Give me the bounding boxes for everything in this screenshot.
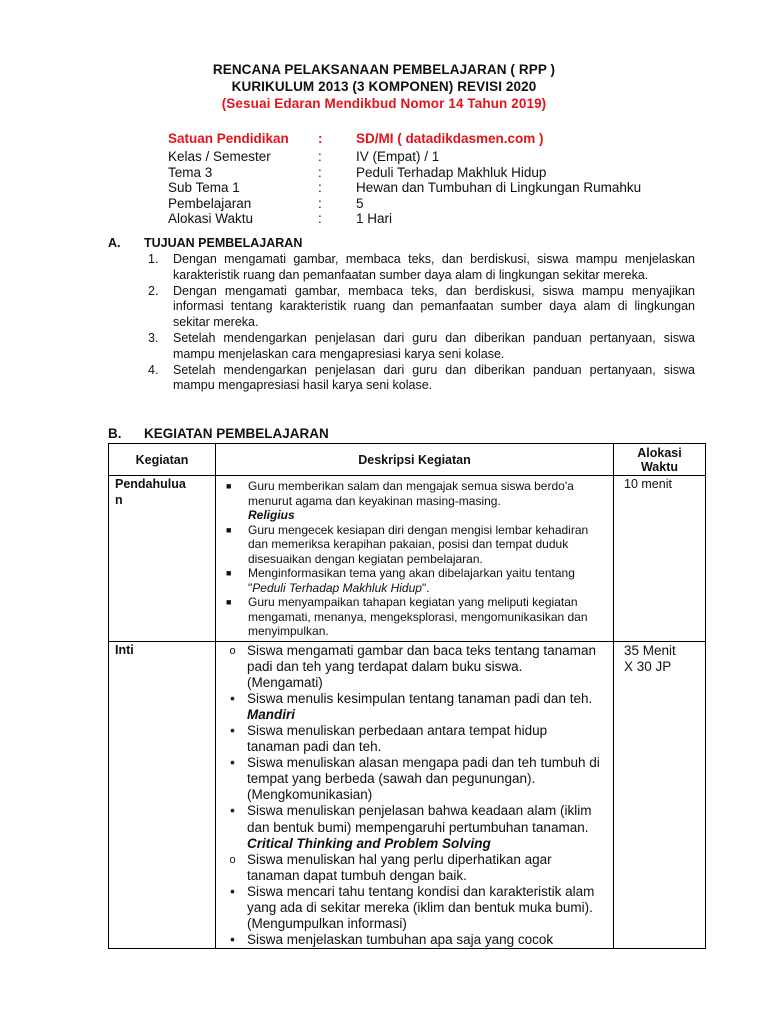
item-text: Siswa menuliskan perbedaan antara tempat hidup tanaman padi dan teh.: [247, 722, 548, 755]
item-text: Guru mengecek kesiapan diri dengan mengisi lembar kehadiran dan memeriksa kerapihan pakaian, posisi dan tempat duduk disesuaikan dengan kegiatan pembelajaran.: [248, 522, 589, 566]
identity-value: Hewan dan Tumbuhan di Lingkungan Rumahku: [356, 180, 642, 195]
identity-colon: :: [318, 180, 322, 195]
list-item: [216, 643, 613, 691]
section-letter: A.: [108, 236, 121, 250]
header-deskripsi: Deskripsi Kegiatan: [216, 444, 614, 476]
dot-bullet-icon: •: [230, 755, 235, 771]
item-text: Siswa mengamati gambar dan baca teks tentang tanaman padi dan teh yang terdapat dalam buku siswa. (Mengamati): [247, 642, 596, 690]
square-bullet-icon: ■: [226, 481, 232, 491]
square-bullet-icon: ■: [226, 568, 232, 578]
row-label-line2: n: [115, 492, 123, 507]
dot-bullet-icon: •: [230, 690, 235, 706]
identity-colon: :: [318, 211, 322, 226]
circle-bullet-icon: o: [229, 853, 236, 866]
table-row-pendahuluan: [109, 476, 706, 642]
identity-key: Alokasi Waktu: [168, 211, 254, 226]
character-tag: Religius: [248, 508, 295, 522]
list-item: [216, 479, 613, 523]
identity-value: SD/MI ( datadikdasmen.com ): [356, 131, 544, 146]
identity-colon: :: [318, 131, 323, 146]
section-b-heading: [108, 426, 329, 441]
identity-key: Sub Tema 1: [168, 180, 240, 195]
row-time-line2: X 30 JP: [624, 659, 672, 674]
identity-colon: :: [318, 195, 322, 211]
header-kegiatan: Kegiatan: [109, 444, 216, 476]
row-description: [216, 476, 614, 642]
identity-value: 1 Hari: [356, 211, 393, 226]
identity-row: [168, 180, 641, 196]
item-number: 2.: [148, 283, 159, 298]
item-text: Dengan mengamati gambar, membaca teks, dan berdiskusi, siswa mampu menyajikan informasi tentang karakteristik ruang dan pemanfaatan sumber daya alam di lingkungan sekitar mereka.: [173, 283, 695, 330]
dot-bullet-icon: •: [230, 883, 235, 899]
header-waktu-line2: Waktu: [640, 459, 679, 474]
section-letter: B.: [108, 426, 122, 441]
identity-value: Peduli Terhadap Makhluk Hidup: [356, 164, 547, 180]
item-text-after: ".: [421, 580, 430, 595]
row-label: [109, 476, 216, 642]
item-text: Menginformasikan tema yang akan dibelajarkan yaitu tentang ": [248, 566, 575, 595]
list-item: [216, 595, 613, 639]
doc-subtitle: KURIKULUM 2013 (3 KOMPONEN) REVISI 2020: [231, 79, 537, 94]
objectives-list: [148, 252, 695, 394]
row-description: [216, 641, 614, 949]
header-waktu: [614, 444, 706, 476]
identity-key: Satuan Pendidikan: [168, 131, 289, 146]
identity-row: [168, 149, 641, 165]
square-bullet-icon: ■: [226, 524, 232, 535]
identity-colon: :: [318, 164, 322, 180]
item-text: Setelah mendengarkan penjelasan dari guru dan diberikan panduan pertanyaan, siswa mampu menjelaskan cara mengapresiasi karya seni kolase.: [173, 330, 695, 361]
identity-key: Tema 3: [168, 164, 213, 180]
list-item: [216, 803, 613, 851]
item-text: Guru memberikan salam dan mengajak semua siswa berdo'a menurut agama dan keyakinan masing-masing.: [248, 479, 574, 508]
theme-italic: Peduli Terhadap Makhluk Hidup: [252, 580, 422, 595]
row-time: 10 menit: [614, 476, 706, 642]
identity-value: IV (Empat) / 1: [356, 149, 440, 164]
pendahuluan-list: [216, 476, 613, 641]
list-item: [148, 284, 695, 331]
character-tag: Mandiri: [247, 706, 296, 722]
row-label: Inti: [109, 641, 216, 949]
circle-bullet-icon: o: [229, 644, 236, 657]
table-header-row: [109, 444, 706, 476]
item-text: Siswa menuliskan alasan mengapa padi dan teh tumbuh di tempat yang berbeda (sawah dan pegunungan). (Mengkomunikasian): [247, 755, 600, 803]
identity-row: [168, 196, 641, 212]
item-text-wrap: [247, 691, 613, 723]
list-item: [148, 363, 695, 395]
identity-row: [168, 165, 641, 181]
doc-title: RENCANA PELAKSANAAN PEMBELAJARAN ( RPP ): [212, 62, 556, 77]
table-row-inti: [109, 641, 706, 949]
identity-key: Kelas / Semester: [168, 149, 271, 164]
item-number: 1.: [148, 252, 159, 266]
item-text: Dengan mengamati gambar, membaca teks, dan berdiskusi, siswa mampu menjelaskan karakteristik ruang dan pemanfaatan sumber daya alam di lingkungan sekitar mereka.: [173, 252, 695, 282]
item-text-wrap: [248, 566, 613, 595]
activities-table: [108, 443, 706, 949]
dot-bullet-icon: •: [230, 932, 235, 948]
item-text: Guru menyampaikan tahapan kegiatan yang meliputi kegiatan mengamati, menanya, mengeksplorasi, mengomunikasikan dan menyimpulkan.: [248, 595, 588, 638]
list-item: [216, 523, 613, 567]
list-item: [216, 691, 613, 723]
list-item: [148, 252, 695, 284]
inti-list: [216, 642, 613, 949]
item-text: Siswa menulis kesimpulan tentang tanaman padi dan teh.: [247, 690, 593, 706]
list-item: [216, 566, 613, 595]
section-title: TUJUAN PEMBELAJARAN: [144, 236, 303, 250]
header-waktu-line1: Alokasi: [637, 445, 682, 460]
item-text: Setelah mendengarkan penjelasan dari guru dan diberikan panduan pertanyaan, siswa mampu mengapresiasi hasil karya seni kolase.: [173, 362, 695, 393]
list-item: [216, 932, 613, 948]
identity-row: [168, 130, 641, 149]
identity-colon: :: [318, 149, 322, 164]
identity-table: [168, 130, 641, 227]
row-time-line1: 35 Menit: [624, 642, 676, 658]
item-text: Siswa menuliskan penjelasan bahwa keadaan alam (iklim dan bentuk bumi) mempengaruhi pertumbuhan tanaman.: [247, 803, 592, 835]
doc-reference: (Sesuai Edaran Mendikbud Nomor 14 Tahun 2019): [221, 96, 547, 111]
item-text-wrap: [247, 803, 613, 851]
character-tag: Critical Thinking and Problem Solving: [247, 835, 491, 851]
identity-key: Pembelajaran: [168, 195, 252, 211]
identity-row: [168, 211, 641, 227]
identity-value: 5: [356, 195, 364, 211]
list-item: [216, 723, 613, 755]
item-text-wrap: [248, 479, 613, 523]
dot-bullet-icon: •: [230, 803, 235, 819]
list-item: [148, 331, 695, 363]
list-item: [216, 852, 613, 884]
row-label-line1: Pendahulua: [115, 477, 186, 491]
item-text: Siswa mencari tahu tentang kondisi dan karakteristik alam yang ada di sekitar mereka (iklim dan bentuk muka bumi). (Mengumpulkan informasi): [247, 883, 595, 932]
section-a-heading: [108, 236, 302, 250]
item-number: 3.: [148, 330, 159, 345]
list-item: [216, 884, 613, 932]
section-title: KEGIATAN PEMBELAJARAN: [144, 426, 329, 441]
dot-bullet-icon: •: [230, 722, 235, 738]
list-item: [216, 755, 613, 803]
item-text: Siswa menjelaskan tumbuhan apa saja yang cocok: [247, 932, 554, 948]
item-number: 4.: [148, 362, 159, 377]
row-time: [614, 641, 706, 949]
square-bullet-icon: ■: [226, 597, 232, 607]
item-text: Siswa menuliskan hal yang perlu diperhatikan agar tanaman dapat tumbuh dengan baik.: [247, 851, 552, 883]
